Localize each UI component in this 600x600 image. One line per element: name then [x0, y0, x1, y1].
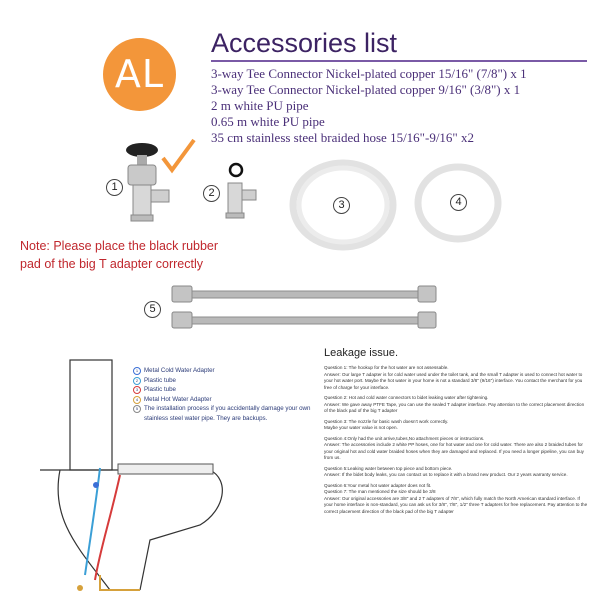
faq-answer: Answer: Our large T adapter is for cold water used under the toilet tank, and the small T adapter is used to connect hot water to your hot water port. Maybe the hot water in your home is not a standard 3/8" (9/16") interface. You contact the merchant for you free of charge for your interface.	[324, 371, 583, 390]
accessory-item: 35 cm stainless steel braided hose 15/16"-9/16" x2	[211, 130, 474, 145]
small-tee-adapter-image	[226, 183, 256, 218]
faq-entry	[324, 395, 588, 415]
faq-answer: Answer: The accessories include 2 white PP hoses, one for hot water and one for cold water. There are also 2 braided tubes for your original hot and cold water braided hoses when they are damaged and replaced. If you need a longer pipeline, you can buy from us.	[324, 442, 584, 460]
faq-entry	[324, 436, 588, 462]
big-tee-adapter-image	[126, 143, 169, 221]
legend-number-5: 5	[133, 405, 141, 413]
faq-entry	[324, 483, 588, 516]
legend-number-1: 1	[133, 367, 141, 375]
page-title: Accessories list	[211, 28, 398, 58]
faq-answer: Answer: If the bidet body leaks, you can contact us to replace it with a brand new product. Our 2 years warranty service.	[324, 472, 568, 477]
faq-answer: Answer: We gave away PTFE Tape, you can use the sealed T adapter interface. Pay attention to the correct placement direction of the black pad of the big T adapter	[324, 401, 585, 413]
installation-legend	[133, 366, 323, 423]
check-mark-icon	[163, 140, 194, 170]
legend-number-4: 4	[133, 396, 141, 404]
faq-answer: Maybe your water value is not open.	[324, 425, 398, 430]
faq-entry	[324, 419, 588, 432]
part-number-3: 3	[333, 197, 350, 214]
o-ring-icon	[230, 164, 242, 176]
legend-item	[133, 366, 323, 376]
accessory-item: 3-way Tee Connector Nickel-plated copper 15/16" (7/8") x 1	[211, 66, 527, 81]
accessory-item: 0.65 m white PU pipe	[211, 114, 325, 129]
legend-item	[133, 404, 323, 423]
faq-entry	[324, 365, 588, 391]
legend-item	[133, 376, 323, 386]
accessory-item: 3-way Tee Connector Nickel-plated copper 9/16" (3/8") x 1	[211, 82, 521, 97]
faq-question: Question 6:Your metal hot water adapter does not fit.	[324, 482, 432, 488]
faq-question: Question 3: The nozzle for basic wash doesn't work correctly.	[324, 418, 449, 424]
rubber-pad-note: Note: Please place the black rubber pad of the big T adapter correctly	[20, 239, 219, 271]
faq-answer: Question 7: The man mentioned the size should be 3/8	[324, 489, 436, 494]
faq-question: Question 5:Leaking water between top piece and bottom piece.	[324, 465, 453, 471]
legend-text: Metal Hot Water Adapter	[144, 395, 212, 403]
legend-text: Plastic tube	[144, 386, 176, 393]
leakage-faq	[324, 365, 588, 519]
al-badge: AL	[103, 38, 176, 111]
legend-item	[133, 385, 323, 395]
braided-hose-image	[172, 286, 436, 328]
faq-entry	[324, 466, 588, 479]
part-number-4: 4	[450, 194, 467, 211]
legend-item	[133, 395, 323, 405]
legend-text: Metal Cold Water Adapter	[144, 367, 215, 374]
legend-number-2: 2	[133, 377, 141, 385]
legend-number-3: 3	[133, 386, 141, 394]
faq-answer: Answer: Our original accessories are 3/8" and 2 T adapters of 7/8", which fully match the North American standard interface. If your home interface is non-standard, you can ask us for 3/8", 7/8", 1/2" three T adapters for free replacement. Pay attention to the correct placement direction of the black pad of the big T adapter	[324, 495, 588, 514]
faq-question: Question 2: Hot and cold water connectors to bidet leaking water after tightening.	[324, 395, 489, 400]
part-number-5: 5	[144, 301, 161, 318]
legend-text: The installation process if you accidentally damage your own stainless steel water pipe. They are backups.	[144, 405, 311, 422]
part-number-2: 2	[203, 185, 220, 202]
part-number-1: 1	[106, 179, 123, 196]
faq-question: Question 4:Only had the unit arrive,tubes,No attachment pieces or instructions.	[324, 435, 485, 441]
faq-question: Question 1: The hookup for the hot water are not assessable.	[324, 365, 449, 370]
accessory-item: 2 m white PU pipe	[211, 98, 309, 113]
leakage-title: Leakage issue.	[324, 347, 398, 359]
legend-text: Plastic tube	[144, 376, 176, 384]
